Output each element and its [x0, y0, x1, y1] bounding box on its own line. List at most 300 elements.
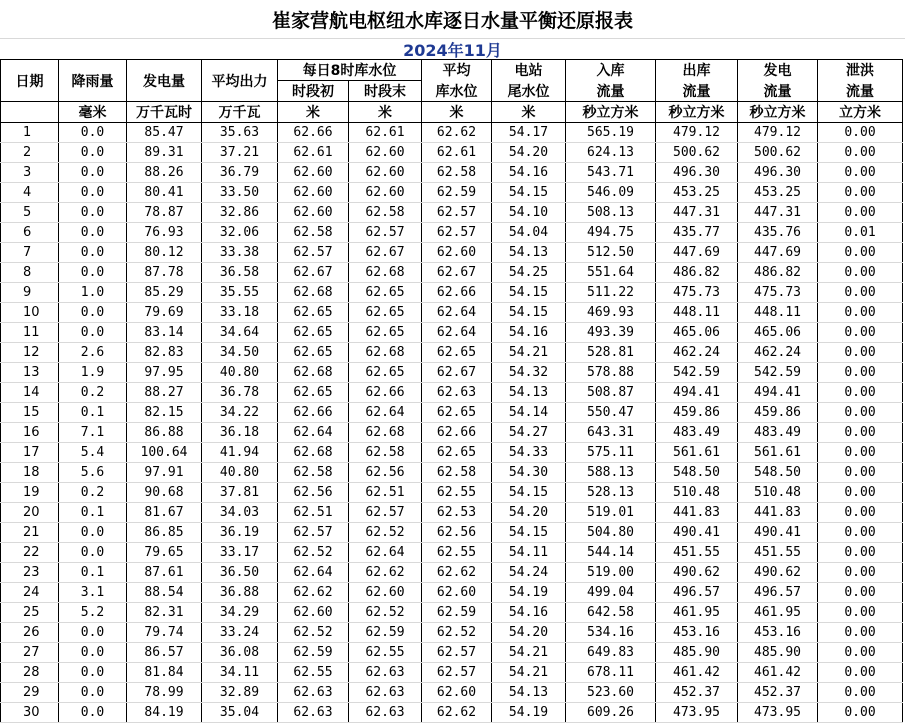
cell-power-flow: 451.55	[738, 543, 818, 563]
cell-generation: 82.31	[127, 603, 202, 623]
cell-day: 4	[1, 183, 59, 203]
cell-rainfall: 0.1	[59, 563, 127, 583]
cell-day: 16	[1, 423, 59, 443]
cell-outflow: 461.95	[656, 603, 738, 623]
cell-tail-level: 54.15	[492, 483, 566, 503]
cell-tail-level: 54.15	[492, 283, 566, 303]
cell-day: 25	[1, 603, 59, 623]
cell-period-start: 62.65	[278, 323, 349, 343]
table-row	[1, 643, 903, 663]
cell-tail-level: 54.16	[492, 163, 566, 183]
cell-outflow: 479.12	[656, 123, 738, 143]
cell-inflow: 678.11	[566, 663, 656, 683]
cell-tail-level: 54.27	[492, 423, 566, 443]
cell-outflow: 451.55	[656, 543, 738, 563]
table-row	[1, 123, 903, 143]
cell-power-flow: 459.86	[738, 403, 818, 423]
cell-rainfall: 0.0	[59, 703, 127, 723]
cell-outflow: 485.90	[656, 643, 738, 663]
cell-rainfall: 0.0	[59, 643, 127, 663]
cell-flood-flow: 0.00	[818, 323, 903, 343]
cell-avg-output: 40.80	[202, 363, 278, 383]
cell-generation: 87.61	[127, 563, 202, 583]
cell-flood-flow: 0.00	[818, 263, 903, 283]
cell-tail-level: 54.25	[492, 263, 566, 283]
cell-avg-level: 62.60	[422, 683, 492, 703]
cell-flood-flow: 0.00	[818, 343, 903, 363]
unit-tail-level: 米	[492, 102, 566, 123]
cell-rainfall: 2.6	[59, 343, 127, 363]
cell-outflow: 462.24	[656, 343, 738, 363]
cell-outflow: 475.73	[656, 283, 738, 303]
cell-flood-flow: 0.01	[818, 223, 903, 243]
cell-period-start: 62.68	[278, 283, 349, 303]
table-row	[1, 303, 903, 323]
cell-inflow: 543.71	[566, 163, 656, 183]
cell-rainfall: 5.2	[59, 603, 127, 623]
cell-power-flow: 435.76	[738, 223, 818, 243]
cell-day: 13	[1, 363, 59, 383]
cell-period-start: 62.51	[278, 503, 349, 523]
cell-flood-flow: 0.00	[818, 543, 903, 563]
cell-outflow: 448.11	[656, 303, 738, 323]
cell-day: 14	[1, 383, 59, 403]
cell-flood-flow: 0.00	[818, 403, 903, 423]
header-flood-flow-top: 泄洪	[818, 60, 903, 81]
header-flood-flow-bottom: 流量	[818, 81, 903, 102]
cell-rainfall: 3.1	[59, 583, 127, 603]
cell-power-flow: 490.62	[738, 563, 818, 583]
cell-avg-output: 34.22	[202, 403, 278, 423]
cell-rainfall: 0.0	[59, 263, 127, 283]
table-row	[1, 483, 903, 503]
cell-avg-level: 62.60	[422, 583, 492, 603]
cell-period-end: 62.65	[349, 363, 422, 383]
table-row	[1, 683, 903, 703]
cell-tail-level: 54.15	[492, 183, 566, 203]
cell-period-start: 62.52	[278, 623, 349, 643]
cell-avg-level: 62.55	[422, 483, 492, 503]
cell-power-flow: 510.48	[738, 483, 818, 503]
cell-period-end: 62.59	[349, 623, 422, 643]
cell-period-end: 62.52	[349, 523, 422, 543]
cell-period-start: 62.66	[278, 403, 349, 423]
cell-outflow: 452.37	[656, 683, 738, 703]
cell-period-start: 62.65	[278, 343, 349, 363]
cell-avg-level: 62.65	[422, 343, 492, 363]
cell-avg-output: 34.64	[202, 323, 278, 343]
cell-generation: 97.95	[127, 363, 202, 383]
cell-generation: 78.99	[127, 683, 202, 703]
cell-inflow: 508.87	[566, 383, 656, 403]
cell-avg-level: 62.58	[422, 463, 492, 483]
cell-period-start: 62.60	[278, 603, 349, 623]
cell-inflow: 493.39	[566, 323, 656, 343]
cell-avg-output: 36.78	[202, 383, 278, 403]
cell-power-flow: 461.95	[738, 603, 818, 623]
table-row	[1, 283, 903, 303]
cell-inflow: 578.88	[566, 363, 656, 383]
cell-avg-output: 36.79	[202, 163, 278, 183]
table-row	[1, 343, 903, 363]
cell-power-flow: 548.50	[738, 463, 818, 483]
cell-inflow: 494.75	[566, 223, 656, 243]
cell-day: 6	[1, 223, 59, 243]
cell-generation: 80.12	[127, 243, 202, 263]
cell-outflow: 496.57	[656, 583, 738, 603]
unit-inflow: 秒立方米	[566, 102, 656, 123]
cell-period-end: 62.64	[349, 403, 422, 423]
cell-period-end: 62.65	[349, 283, 422, 303]
cell-avg-output: 34.50	[202, 343, 278, 363]
cell-avg-level: 62.62	[422, 563, 492, 583]
cell-generation: 100.64	[127, 443, 202, 463]
cell-tail-level: 54.30	[492, 463, 566, 483]
cell-avg-output: 37.81	[202, 483, 278, 503]
cell-inflow: 609.26	[566, 703, 656, 723]
cell-inflow: 519.00	[566, 563, 656, 583]
cell-inflow: 499.04	[566, 583, 656, 603]
cell-day: 11	[1, 323, 59, 343]
header-outflow-bottom: 流量	[656, 81, 738, 102]
cell-power-flow: 452.37	[738, 683, 818, 703]
cell-power-flow: 479.12	[738, 123, 818, 143]
report-month: 2024年11月	[0, 38, 905, 60]
table-row	[1, 263, 903, 283]
cell-generation: 86.57	[127, 643, 202, 663]
table-row	[1, 243, 903, 263]
cell-period-start: 62.57	[278, 523, 349, 543]
cell-period-start: 62.60	[278, 203, 349, 223]
cell-generation: 85.29	[127, 283, 202, 303]
cell-avg-output: 36.18	[202, 423, 278, 443]
cell-avg-level: 62.65	[422, 443, 492, 463]
cell-rainfall: 0.0	[59, 203, 127, 223]
cell-day: 2	[1, 143, 59, 163]
cell-tail-level: 54.13	[492, 383, 566, 403]
cell-flood-flow: 0.00	[818, 603, 903, 623]
cell-tail-level: 54.20	[492, 503, 566, 523]
cell-outflow: 490.41	[656, 523, 738, 543]
cell-day: 18	[1, 463, 59, 483]
cell-generation: 97.91	[127, 463, 202, 483]
cell-period-end: 62.65	[349, 323, 422, 343]
cell-generation: 85.47	[127, 123, 202, 143]
cell-tail-level: 54.11	[492, 543, 566, 563]
cell-rainfall: 0.0	[59, 163, 127, 183]
cell-inflow: 575.11	[566, 443, 656, 463]
cell-power-flow: 465.06	[738, 323, 818, 343]
cell-avg-output: 34.11	[202, 663, 278, 683]
unit-period-start: 米	[278, 102, 349, 123]
cell-power-flow: 462.24	[738, 343, 818, 363]
cell-period-end: 62.67	[349, 243, 422, 263]
cell-tail-level: 54.10	[492, 203, 566, 223]
cell-period-start: 62.57	[278, 243, 349, 263]
cell-avg-output: 36.19	[202, 523, 278, 543]
cell-tail-level: 54.14	[492, 403, 566, 423]
cell-generation: 78.87	[127, 203, 202, 223]
cell-flood-flow: 0.00	[818, 683, 903, 703]
header-power-flow-top: 发电	[738, 60, 818, 81]
cell-flood-flow: 0.00	[818, 663, 903, 683]
cell-outflow: 496.30	[656, 163, 738, 183]
cell-avg-level: 62.57	[422, 643, 492, 663]
cell-avg-level: 62.62	[422, 123, 492, 143]
cell-day: 9	[1, 283, 59, 303]
cell-flood-flow: 0.00	[818, 163, 903, 183]
cell-avg-output: 34.03	[202, 503, 278, 523]
cell-power-flow: 483.49	[738, 423, 818, 443]
cell-inflow: 528.13	[566, 483, 656, 503]
cell-outflow: 435.77	[656, 223, 738, 243]
cell-outflow: 500.62	[656, 143, 738, 163]
water-balance-table	[0, 59, 903, 723]
cell-day: 8	[1, 263, 59, 283]
table-row	[1, 423, 903, 443]
cell-rainfall: 0.0	[59, 683, 127, 703]
cell-power-flow: 486.82	[738, 263, 818, 283]
cell-power-flow: 447.31	[738, 203, 818, 223]
cell-period-start: 62.61	[278, 143, 349, 163]
cell-generation: 82.83	[127, 343, 202, 363]
cell-avg-output: 32.89	[202, 683, 278, 703]
cell-period-end: 62.60	[349, 583, 422, 603]
cell-avg-output: 32.86	[202, 203, 278, 223]
cell-outflow: 483.49	[656, 423, 738, 443]
header-tail-level-bottom: 尾水位	[492, 81, 566, 102]
cell-outflow: 459.86	[656, 403, 738, 423]
cell-rainfall: 0.0	[59, 123, 127, 143]
cell-day: 20	[1, 503, 59, 523]
cell-inflow: 523.60	[566, 683, 656, 703]
cell-generation: 76.93	[127, 223, 202, 243]
cell-outflow: 465.06	[656, 323, 738, 343]
cell-flood-flow: 0.00	[818, 363, 903, 383]
cell-avg-level: 62.64	[422, 323, 492, 343]
cell-tail-level: 54.15	[492, 303, 566, 323]
cell-period-start: 62.58	[278, 223, 349, 243]
cell-generation: 81.84	[127, 663, 202, 683]
cell-outflow: 490.62	[656, 563, 738, 583]
cell-flood-flow: 0.00	[818, 643, 903, 663]
cell-tail-level: 54.24	[492, 563, 566, 583]
cell-period-start: 62.68	[278, 363, 349, 383]
cell-period-end: 62.62	[349, 563, 422, 583]
unit-generation: 万千瓦时	[127, 102, 202, 123]
cell-power-flow: 542.59	[738, 363, 818, 383]
cell-tail-level: 54.20	[492, 623, 566, 643]
cell-period-start: 62.64	[278, 563, 349, 583]
cell-avg-level: 62.65	[422, 403, 492, 423]
cell-power-flow: 441.83	[738, 503, 818, 523]
cell-rainfall: 1.0	[59, 283, 127, 303]
table-row	[1, 523, 903, 543]
cell-period-start: 62.60	[278, 163, 349, 183]
table-row	[1, 583, 903, 603]
cell-outflow: 447.31	[656, 203, 738, 223]
cell-flood-flow: 0.00	[818, 563, 903, 583]
cell-flood-flow: 0.00	[818, 483, 903, 503]
cell-period-start: 62.67	[278, 263, 349, 283]
cell-inflow: 643.31	[566, 423, 656, 443]
cell-day: 29	[1, 683, 59, 703]
cell-flood-flow: 0.00	[818, 143, 903, 163]
cell-inflow: 508.13	[566, 203, 656, 223]
cell-power-flow: 494.41	[738, 383, 818, 403]
cell-rainfall: 0.0	[59, 323, 127, 343]
table-row	[1, 443, 903, 463]
cell-day: 30	[1, 703, 59, 723]
cell-generation: 88.26	[127, 163, 202, 183]
cell-rainfall: 0.0	[59, 243, 127, 263]
cell-tail-level: 54.13	[492, 683, 566, 703]
cell-power-flow: 473.95	[738, 703, 818, 723]
cell-tail-level: 54.33	[492, 443, 566, 463]
cell-period-start: 62.65	[278, 383, 349, 403]
cell-generation: 87.78	[127, 263, 202, 283]
cell-inflow: 551.64	[566, 263, 656, 283]
cell-period-end: 62.56	[349, 463, 422, 483]
cell-rainfall: 0.0	[59, 663, 127, 683]
unit-outflow: 秒立方米	[656, 102, 738, 123]
header-date: 日期	[1, 60, 59, 102]
cell-day: 12	[1, 343, 59, 363]
cell-power-flow: 453.16	[738, 623, 818, 643]
unit-date-empty	[1, 102, 59, 123]
cell-avg-output: 32.06	[202, 223, 278, 243]
table-row	[1, 403, 903, 423]
cell-period-end: 62.63	[349, 683, 422, 703]
cell-tail-level: 54.21	[492, 643, 566, 663]
cell-inflow: 565.19	[566, 123, 656, 143]
cell-avg-level: 62.66	[422, 423, 492, 443]
unit-flood-flow: 立方米	[818, 102, 903, 123]
header-daily-level-group: 每日8时库水位	[278, 60, 422, 81]
cell-inflow: 624.13	[566, 143, 656, 163]
header-period-end: 时段末	[349, 81, 422, 102]
cell-tail-level: 54.19	[492, 703, 566, 723]
cell-generation: 82.15	[127, 403, 202, 423]
cell-day: 17	[1, 443, 59, 463]
cell-day: 1	[1, 123, 59, 143]
cell-period-start: 62.68	[278, 443, 349, 463]
cell-day: 26	[1, 623, 59, 643]
cell-flood-flow: 0.00	[818, 443, 903, 463]
cell-flood-flow: 0.00	[818, 203, 903, 223]
cell-generation: 81.67	[127, 503, 202, 523]
cell-avg-output: 36.08	[202, 643, 278, 663]
cell-outflow: 473.95	[656, 703, 738, 723]
cell-day: 5	[1, 203, 59, 223]
cell-period-start: 62.66	[278, 123, 349, 143]
table-row	[1, 383, 903, 403]
cell-avg-level: 62.67	[422, 363, 492, 383]
cell-flood-flow: 0.00	[818, 503, 903, 523]
cell-outflow: 486.82	[656, 263, 738, 283]
cell-period-end: 62.60	[349, 183, 422, 203]
cell-power-flow: 453.25	[738, 183, 818, 203]
table-row	[1, 143, 903, 163]
cell-inflow: 528.81	[566, 343, 656, 363]
cell-avg-level: 62.60	[422, 243, 492, 263]
cell-avg-level: 62.64	[422, 303, 492, 323]
cell-period-end: 62.68	[349, 343, 422, 363]
cell-avg-output: 34.29	[202, 603, 278, 623]
cell-generation: 79.69	[127, 303, 202, 323]
cell-period-start: 62.63	[278, 683, 349, 703]
cell-avg-output: 35.04	[202, 703, 278, 723]
cell-avg-output: 33.17	[202, 543, 278, 563]
cell-outflow: 510.48	[656, 483, 738, 503]
cell-inflow: 546.09	[566, 183, 656, 203]
header-period-start: 时段初	[278, 81, 349, 102]
header-avg-output: 平均出力	[202, 60, 278, 102]
cell-avg-output: 33.24	[202, 623, 278, 643]
cell-rainfall: 0.1	[59, 403, 127, 423]
cell-flood-flow: 0.00	[818, 183, 903, 203]
cell-avg-output: 33.38	[202, 243, 278, 263]
cell-tail-level: 54.32	[492, 363, 566, 383]
cell-inflow: 588.13	[566, 463, 656, 483]
cell-day: 27	[1, 643, 59, 663]
header-tail-level-top: 电站	[492, 60, 566, 81]
report-title: 崔家营航电枢纽水库逐日水量平衡还原报表	[271, 9, 633, 32]
cell-avg-level: 62.57	[422, 663, 492, 683]
cell-period-end: 62.63	[349, 703, 422, 723]
cell-rainfall: 0.2	[59, 483, 127, 503]
cell-outflow: 453.25	[656, 183, 738, 203]
cell-power-flow: 461.42	[738, 663, 818, 683]
cell-rainfall: 0.0	[59, 543, 127, 563]
cell-outflow: 561.61	[656, 443, 738, 463]
cell-period-end: 62.66	[349, 383, 422, 403]
cell-outflow: 542.59	[656, 363, 738, 383]
cell-flood-flow: 0.00	[818, 283, 903, 303]
cell-power-flow: 496.30	[738, 163, 818, 183]
header-inflow-top: 入库	[566, 60, 656, 81]
cell-flood-flow: 0.00	[818, 463, 903, 483]
cell-generation: 89.31	[127, 143, 202, 163]
cell-power-flow: 496.57	[738, 583, 818, 603]
cell-avg-level: 62.61	[422, 143, 492, 163]
cell-day: 21	[1, 523, 59, 543]
table-body	[1, 123, 903, 723]
header-outflow-top: 出库	[656, 60, 738, 81]
cell-power-flow: 500.62	[738, 143, 818, 163]
cell-avg-output: 33.50	[202, 183, 278, 203]
table-row	[1, 363, 903, 383]
cell-rainfall: 0.0	[59, 303, 127, 323]
cell-period-end: 62.58	[349, 443, 422, 463]
cell-day: 19	[1, 483, 59, 503]
cell-generation: 83.14	[127, 323, 202, 343]
cell-avg-output: 36.58	[202, 263, 278, 283]
cell-outflow: 548.50	[656, 463, 738, 483]
table-row	[1, 323, 903, 343]
cell-avg-level: 62.63	[422, 383, 492, 403]
cell-outflow: 453.16	[656, 623, 738, 643]
cell-generation: 90.68	[127, 483, 202, 503]
cell-inflow: 544.14	[566, 543, 656, 563]
cell-inflow: 642.58	[566, 603, 656, 623]
cell-generation: 88.27	[127, 383, 202, 403]
cell-avg-level: 62.62	[422, 703, 492, 723]
header-power-flow-bottom: 流量	[738, 81, 818, 102]
cell-flood-flow: 0.00	[818, 383, 903, 403]
cell-day: 15	[1, 403, 59, 423]
cell-flood-flow: 0.00	[818, 243, 903, 263]
